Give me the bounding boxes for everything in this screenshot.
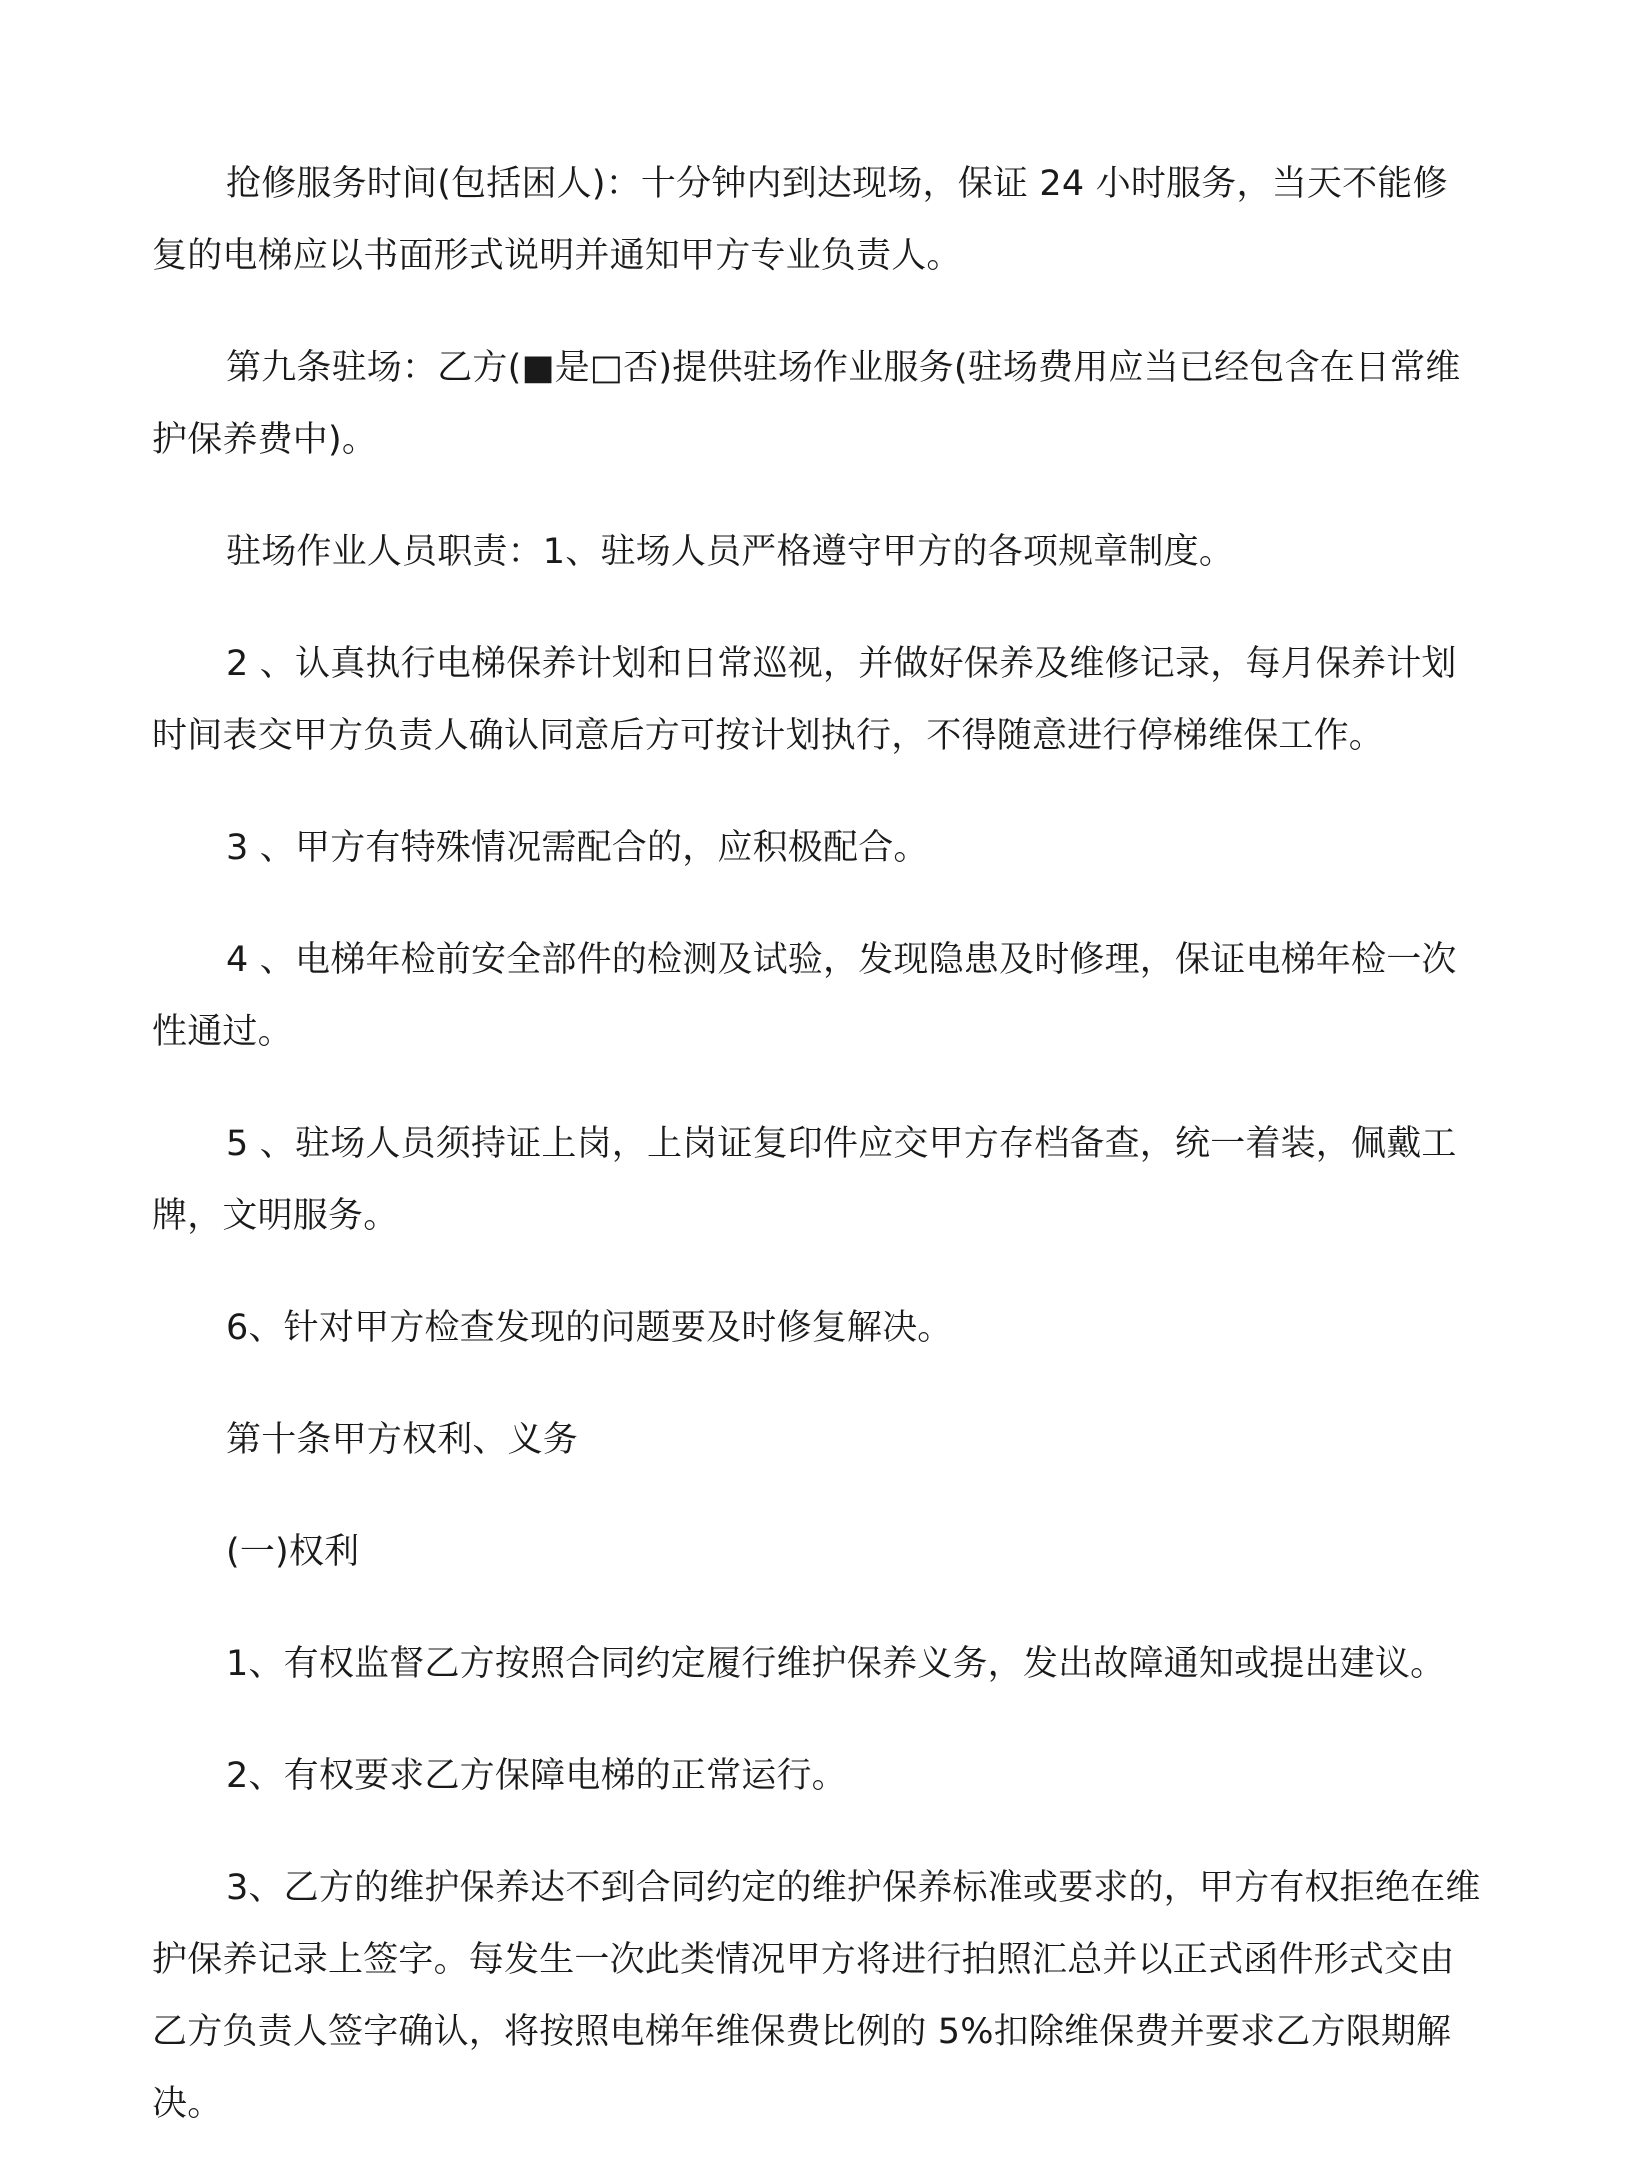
paragraph-article-9-onsite: 第九条驻场：乙方(■是□否)提供驻场作业服务(驻场费用应当已经包含在日常维护保养费中)。 bbox=[152, 348, 1461, 460]
paragraph-right-2: 2、有权要求乙方保障电梯的正常运行。 bbox=[226, 1756, 847, 1796]
paragraph-duty-6: 6、针对甲方检查发现的问题要及时修复解决。 bbox=[226, 1308, 953, 1348]
paragraph-duty-3: 3 、甲方有特殊情况需配合的，应积极配合。 bbox=[226, 828, 929, 868]
paragraph-repair-service-time: 抢修服务时间(包括困人)：十分钟内到达现场，保证 24 小时服务，当天不能修复的电梯应以书面形式说明并通知甲方专业负责人。 bbox=[152, 164, 1448, 276]
paragraph-rights-heading: (一)权利 bbox=[226, 1532, 360, 1572]
document-body bbox=[152, 148, 1482, 2180]
paragraph-duty-2: 2 、认真执行电梯保养计划和日常巡视，并做好保养及维修记录，每月保养计划时间表交甲方负责人确认同意后方可按计划执行，不得随意进行停梯维保工作。 bbox=[152, 644, 1457, 756]
paragraph-right-1: 1、有权监督乙方按照合同约定履行维护保养义务，发出故障通知或提出建议。 bbox=[226, 1644, 1446, 1684]
paragraph-article-10-heading: 第十条甲方权利、义务 bbox=[226, 1420, 579, 1460]
paragraph-right-3: 3、乙方的维护保养达不到合同约定的维护保养标准或要求的，甲方有权拒绝在维护保养记录上签字。每发生一次此类情况甲方将进行拍照汇总并以正式函件形式交由乙方负责人签字确认，将按照电梯年维保费比例的 5%扣除维保费并要求乙方限期解决。 bbox=[152, 1868, 1481, 2124]
paragraph-duty-4: 4 、电梯年检前安全部件的检测及试验，发现隐患及时修理，保证电梯年检一次性通过。 bbox=[152, 940, 1457, 1052]
paragraph-onsite-duties: 驻场作业人员职责：1、驻场人员严格遵守甲方的各项规章制度。 bbox=[226, 532, 1235, 572]
paragraph-duty-5: 5 、驻场人员须持证上岗，上岗证复印件应交甲方存档备查，统一着装，佩戴工牌，文明服务。 bbox=[152, 1124, 1457, 1236]
